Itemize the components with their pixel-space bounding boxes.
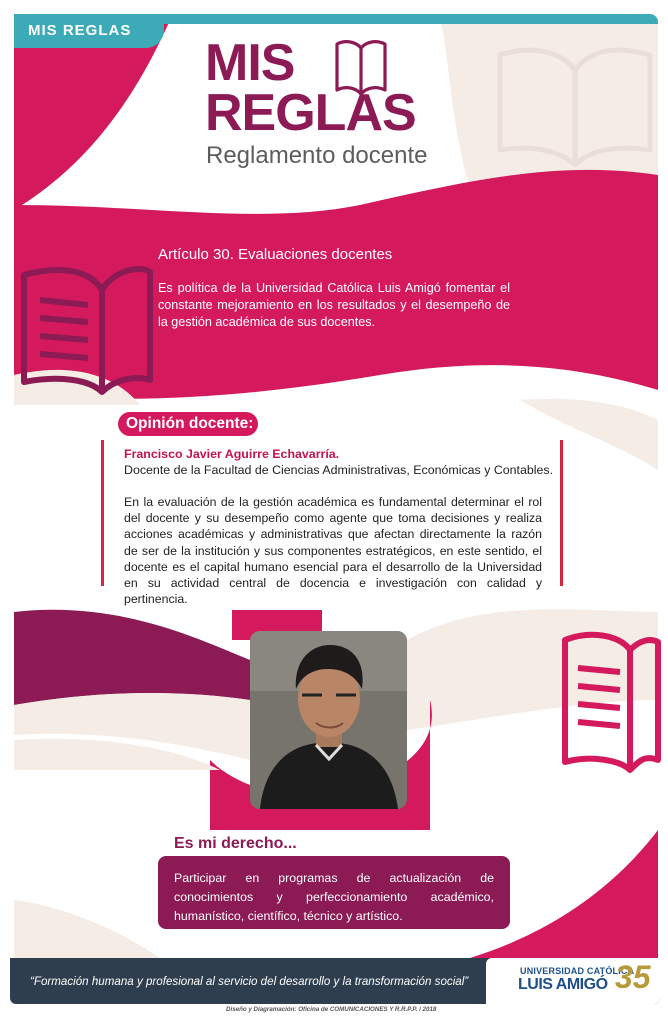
header-accent-line xyxy=(160,14,658,24)
anniversary-mark: 35 xyxy=(615,959,651,995)
opinion-label: Opinión docente: xyxy=(118,412,258,436)
right-title: Es mi derecho... xyxy=(174,835,297,852)
title-line-1: MIS xyxy=(205,34,295,92)
quote-divider-left xyxy=(101,440,104,586)
teacher-name: Francisco Javier Aguirre Echavarría. xyxy=(124,447,340,461)
design-credits: Diseño y Diagramación: Oficina de COMUNICACIONES Y R.R.P.P. / 2018 xyxy=(226,1006,437,1013)
footer-slogan: “Formación humana y profesional al servicio del desarrollo y la transformación social” xyxy=(30,975,469,988)
page-subtitle: Reglamento docente xyxy=(206,142,428,169)
section-tag: MIS REGLAS xyxy=(14,14,164,48)
logo-text-main: LUIS AMIGÓ xyxy=(518,976,608,993)
page-title xyxy=(205,34,525,142)
quote-divider-right xyxy=(560,440,563,586)
teacher-quote: En la evaluación de la gestión académica es fundamental determinar el rol del docente y su desempeño como agente que toma decisiones y realiza acciones académicas y administrativas que afectan directamente la razón de ser de la institución y sus componentes estratégicos, en este sentido, el docente es el capital humano esencial para el desarrollo de la Universidad en su actividad central de docencia e investigación con calidad y pertinencia. xyxy=(124,495,542,607)
teacher-photo xyxy=(250,631,407,809)
article-body: Es política de la Universidad Católica Luis Amigó fomentar el constante mejoramiento en los resultados y el desempeño de la gestión académica de sus docentes. xyxy=(158,281,510,329)
right-box: Participar en programas de actualización de conocimientos y perfeccionamiento académico, humanístico, científico, técnico y artístico. xyxy=(158,856,510,929)
title-line-2: REGLAS xyxy=(205,84,416,142)
logo-text-top: UNIVERSIDAD CATÓLICA xyxy=(520,966,635,976)
person-photo xyxy=(250,631,407,809)
teacher-role: Docente de la Facultad de Ciencias Administrativas, Económicas y Contables. xyxy=(124,463,554,477)
article-title: Artículo 30. Evaluaciones docentes xyxy=(158,246,393,263)
